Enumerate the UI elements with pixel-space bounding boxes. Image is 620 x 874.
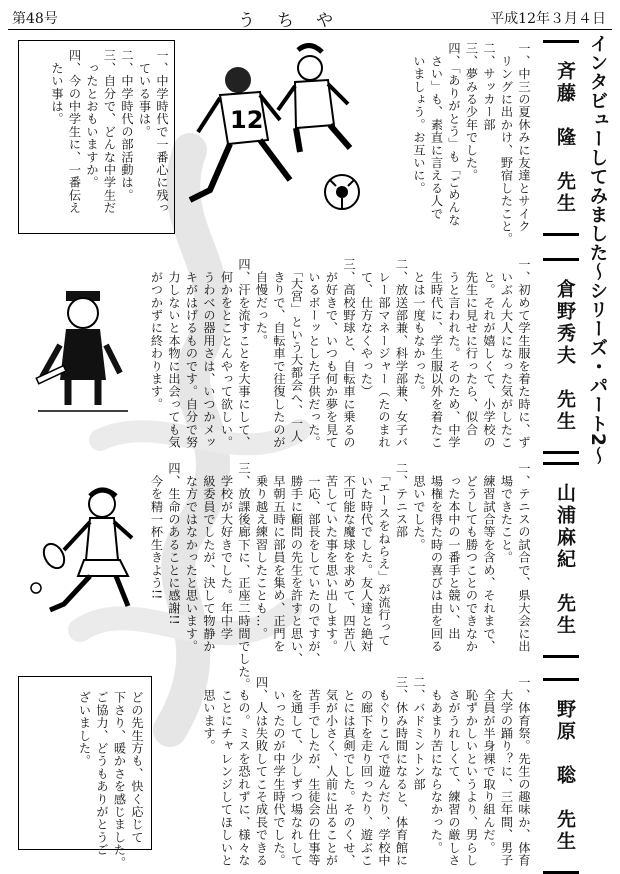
issue-number: 第48号 (12, 11, 58, 27)
teacher-answers-yamaura: 一、テニスの試合で、県大会に出 場できたこと。 練習試合等を含め、それまで、 どうしても勝つことのできなか った本中の一番手と競い、出 場権を得た時の喜びは由を回る 思いでした。 二、テニス部 「エースをねらえ」が流行って いた時代でした。友人達と絶対 不可能な魔球を求めて、四苦八 苦していた事を思い出します。 一応、部長をしていたのですが、 勝手に顧問の先生を許すと思い、 早朝五時に部員を集め、正門を 乗り越え練習したことも…。 三、放課後廊下に、正座二時間でした。 学校が大好きでした。年中学 級委員でしたが、決して物静か な方ではなかったと思います。 四、生命のあることに感謝!! 今を精一杯生きよう!! (149, 462, 531, 691)
thanks-message: どの先生方も、快く応じて 下さり、暖かさを感じました。 ご協力、どうもありがとうご ざいました。 (77, 691, 144, 869)
newsletter-title: うちや (238, 11, 355, 31)
questions-list: 一、中学時代で一番心に残っ ている事は。 二、中学時代の部活動は。 三、自分で、どんな中学生だ ったとおもいますか。 四、今の中学生に、一番伝え たい事は。 (50, 49, 169, 215)
questions-box (18, 40, 175, 234)
soccer-players-illustration (180, 40, 370, 220)
tennis-player-illustration (20, 480, 150, 620)
series-title: インタビューしてみました〜シリーズ・パート2〜 (587, 34, 608, 466)
student-uniform-illustration (28, 285, 138, 415)
issue-date: 平成12年３月４日 (490, 11, 606, 27)
header-rule (8, 29, 612, 30)
page-header (0, 0, 620, 32)
jersey-number: 12 (230, 106, 264, 134)
teacher-name-nohara: 野原 聡 先生 (543, 678, 579, 874)
thanks-box (18, 676, 152, 869)
teacher-name-saito: 斉藤 隆 先生 (543, 40, 579, 236)
teacher-answers-nohara: 一、体育祭。先生の趣味か、体育 大学の踊り？に、三年間、男子 全員が半身裸で取り組んだ。 恥ずかしいというより、男らし さがうれしくて、練習の厳しさ もあまり苦にならなかった。 二、バドミントン部 三、休み時間になると、体育館に もぐりこんで遊んだり、学校中 の廊下を走り回ったり、遊ぶこ とには真剣でした。そのくせ、 気が小さく、人前に出ることが 苦手でしたが、生徒会の仕事等 を通して、少しずつ場なれして いったのが中学生時代でした。 四、人は失敗してこそ成長できる もの。ミスを恐れずに、様々な ことにチャレンジしてほしいと 思います。 (202, 676, 531, 867)
teacher-answers-saito: 一、中三の夏休みに友達とサイク リングに出かけ、野宿したこと。 二、サッカー部 三、夢みる少年でした。 四、「ありがとう」も「ごめんな さい」も、素直に言える人で いましょう。お互いに。 (412, 42, 531, 246)
teacher-name-yamaura: 山浦麻紀 先生 (543, 462, 579, 658)
teacher-answers-kurano: 一、初めて学生服を着た時に、ず いぶん大人になった気がしたこ と。それが嬉しくて、小学校の 先生に見せに行ったら、似合 うと言われた。そのため、中学 生時代に、学生服以外を着たこ とは一度もなかった。 二、放送部兼、科学部兼、女子バ レー部マネージャー（たのまれ て、仕方なくやった） 三、高校野球と、自転車に乗るの が好きで、いつも何か夢を見て いるボーッとした子供だった。 「大宮」という大都会へ、一人 きりで、自転車で往復したのが 自慢だった。 四、汗を流すことを大事にして、 何かをとことんやって欲しい。 うわべの器用さは、いつかメッ キがはげるものです。自分で努 力しないと本物に出会っても気 がつかずに終わります。 (149, 258, 531, 449)
teacher-name-kurano: 倉野秀夫 先生 (543, 258, 579, 454)
